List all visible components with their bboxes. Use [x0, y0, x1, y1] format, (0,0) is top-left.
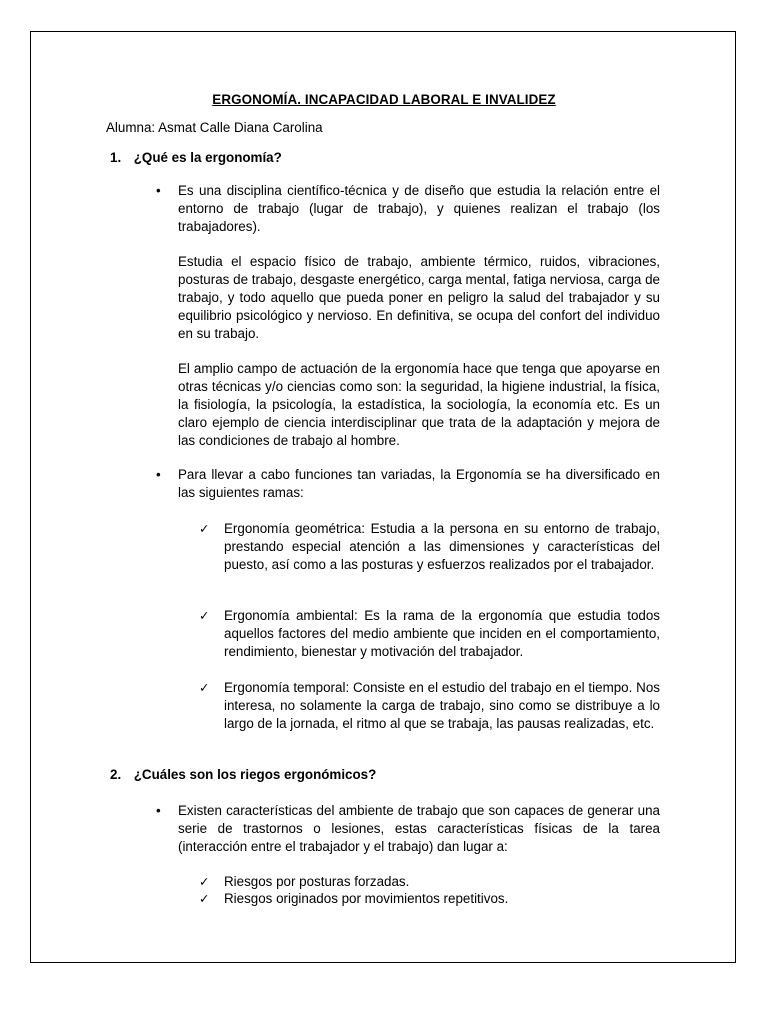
- q1-paragraph-1: Es una disciplina científico-técnica y de diseño que estudia la relación entre el entorno de trabajo (lugar de trabajo), y quienes realizan el trabajo (los trabajadores).: [178, 183, 660, 234]
- risk-item: Riesgos originados por movimientos repetitivos.: [224, 891, 509, 906]
- checkmark-icon: ✓: [199, 522, 210, 536]
- checkmark-icon: ✓: [199, 681, 210, 695]
- student-name: Alumna: Asmat Calle Diana Carolina: [106, 120, 323, 135]
- checkmark-icon: ✓: [199, 875, 210, 889]
- question-1-text: ¿Qué es la ergonomía?: [133, 150, 282, 165]
- question-2-number: 2.: [110, 767, 122, 782]
- q1-paragraph-4: Para llevar a cabo funciones tan variadas, la Ergonomía se ha diversificado en las siguientes ramas:: [178, 467, 660, 500]
- question-1-number: 1.: [110, 150, 122, 165]
- branch-environmental: Ergonomía ambiental: Es la rama de la ergonomía que estudia todos aquellos factores del medio ambiente que inciden en el comportamiento, rendimiento, bienestar y motivación del trabajador.: [224, 608, 660, 659]
- document-title: ERGONOMÍA. INCAPACIDAD LABORAL E INVALIDEZ: [212, 92, 556, 107]
- q1-paragraph-3: El amplio campo de actuación de la ergonomía hace que tenga que apoyarse en otras técnicas y/o ciencias como son: la seguridad, la higiene industrial, la física, la fisiología, la psicología, la estadística, la sociología, la economía etc. Es un claro ejemplo de ciencia interdisciplinar que trata de la adaptación y mejora de las condiciones de trabajo al hombre.: [178, 361, 660, 448]
- checkmark-icon: ✓: [199, 609, 210, 623]
- checkmark-icon: ✓: [199, 892, 210, 906]
- bullet-icon: •: [156, 183, 161, 198]
- q2-paragraph-1: Existen características del ambiente de trabajo que son capaces de generar una serie de trastornos o lesiones, estas características físicas de la tarea (interacción entre el trabajador y el trabajo) dan lugar a:: [178, 803, 660, 854]
- branch-temporal: Ergonomía temporal: Consiste en el estudio del trabajo en el tiempo. Nos interesa, no solamente la carga de trabajo, sino como se distribuye a lo largo de la jornada, el ritmo al que se trabaja, las pausas realizadas, etc.: [224, 680, 660, 731]
- risk-item: Riesgos por posturas forzadas.: [224, 874, 410, 889]
- question-2-text: ¿Cuáles son los riegos ergonómicos?: [133, 767, 377, 782]
- question-1-heading: [110, 150, 282, 165]
- bullet-icon: •: [156, 803, 161, 818]
- question-2-heading: [110, 767, 376, 782]
- q1-paragraph-2: Estudia el espacio físico de trabajo, ambiente térmico, ruidos, vibraciones, posturas de trabajo, desgaste energético, carga mental, fatiga nerviosa, carga de trabajo, y todo aquello que pueda poner en peligro la salud del trabajador y su equilibrio psicológico y nervioso. En definitiva, se ocupa del confort del individuo en su trabajo.: [178, 254, 660, 341]
- bullet-icon: •: [156, 467, 161, 482]
- branch-geometric: Ergonomía geométrica: Estudia a la persona en su entorno de trabajo, prestando especial atención a las dimensiones y características del puesto, así como a las posturas y esfuerzos realizados por el trabajador.: [224, 521, 660, 572]
